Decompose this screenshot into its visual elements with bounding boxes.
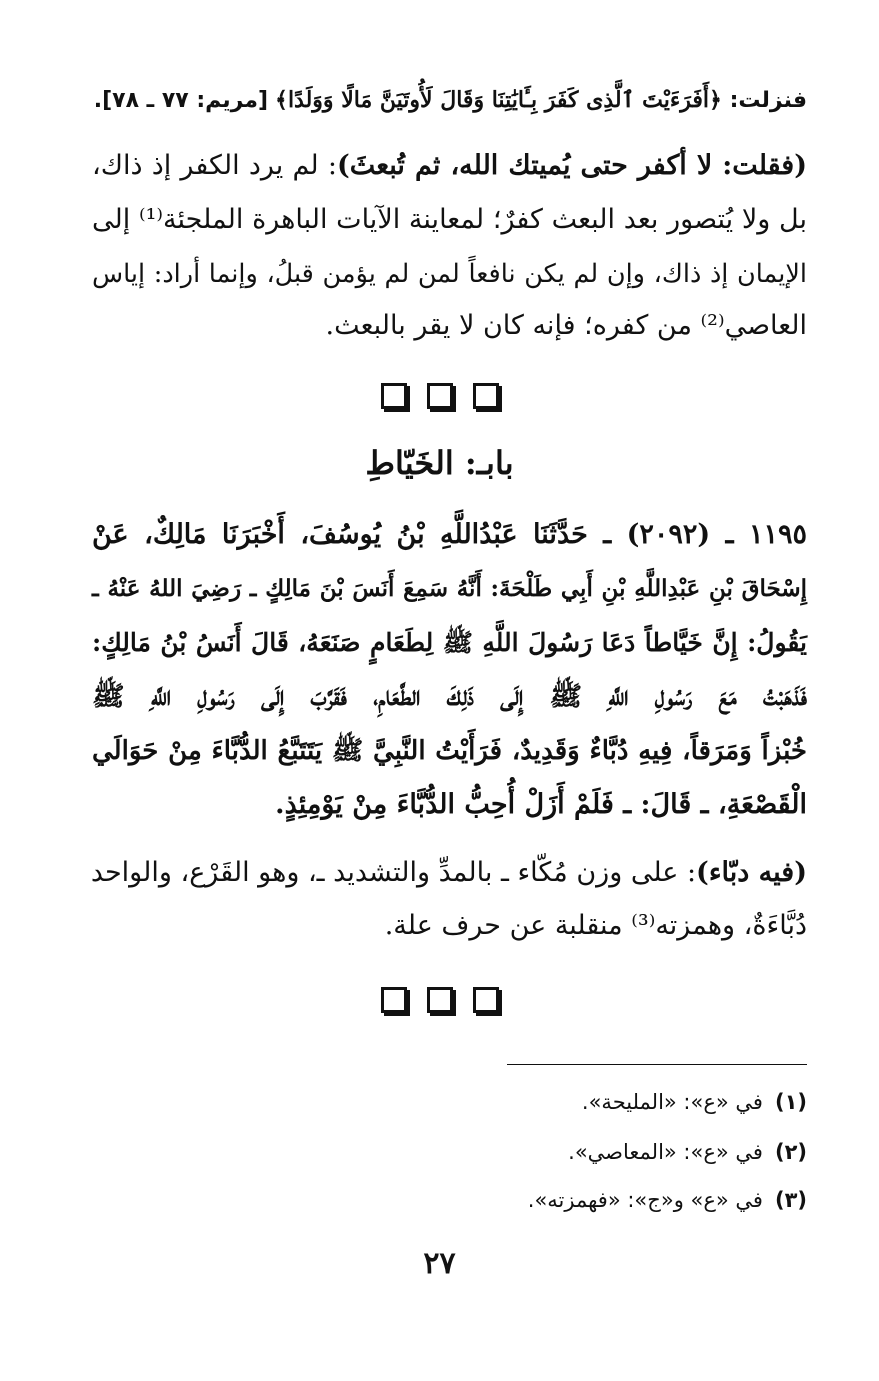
hadith-line-5: خُبْزاً وَمَرَقاً، فِيهِ دُبَّاءٌ وَقَدِيدٌ، فَرَأَيْتُ النَّبِيَّ ﷺ يَتَتَبَّعُ الدُّبَّاءَ مِنْ حَوَالَي [92,736,807,766]
footnote-number: (٣) [774,1188,807,1212]
hadith-line-6: الْقَصْعَةِ، ـ قَالَ: ـ فَلَمْ أَزَلْ أُحِبُّ الدُّبَّاءَ مِنْ يَوْمِئِذٍ. [275,789,807,820]
hadith-line-1: ١١٩٥ ـ (٢٠٩٢) ـ حَدَّثَنَا عَبْدُاللَّهِ بْنُ يُوسُفَ، أَخْبَرَنَا مَالِكٌ، عَنْ [92,519,807,550]
quran-verse-line [92,80,807,121]
commentary1-lead: (فقلت: لا أكفر حتى يُميتك الله، ثم تُبعثَ) [336,150,807,181]
footnote-text: في «ع»: «المليحة». [581,1090,763,1114]
commentary1-line-2: بل ولا يُتصور بعد البعث كفرٌ؛ لمعاينة الآيات الباهرة الملجئة⁽¹⁾ إلى [92,204,807,235]
square-ornament-icon [473,383,499,409]
footnote-2 [568,1140,807,1164]
quran-prefix: فنزلت: [721,88,807,113]
footnote-text: في «ع»: «المعاصي». [568,1140,763,1164]
commentary1-line-1 [92,146,807,186]
commentary2-line1-rest: : على وزن مُكّاء ـ بالمدِّ والتشديد ـ، وهو القَرْع، والواحد [90,857,697,888]
section-divider-2 [0,987,879,1017]
quran-reference: [مريم: ٧٧ ـ ٧٨]. [93,88,269,113]
quran-verse: ﴿أَفَرَءَيْتَ ٱلَّذِى كَفَرَ بِـَٔايَٰتِنَا وَقَالَ لَأُوتَيَنَّ مَالًا وَوَلَدًا﴾ [275,87,722,113]
footnote-text: في «ع» و«ج»: «فهمزته». [527,1188,763,1212]
footnote-number: (١) [774,1090,807,1114]
square-ornament-icon [381,383,407,409]
square-ornament-icon [427,383,453,409]
commentary2-lead: (فيه دبّاء) [696,857,807,888]
hadith-line-3: يَقُولُ: إِنَّ خَيَّاطاً دَعَا رَسُولَ اللَّهِ ﷺ لِطَعَامٍ صَنَعَهُ، قَالَ أَنَسُ بْنُ مَالِكٍ: [92,628,807,657]
commentary2-line-1 [92,853,807,893]
commentary1-line-4: العاصي⁽²⁾ من كفره؛ فإنه كان لا يقر بالبعث. [325,310,807,341]
footnote-3 [528,1188,807,1212]
square-ornament-icon [427,987,453,1013]
square-ornament-icon [381,987,407,1013]
footnote-1 [582,1090,807,1114]
hadith-line-2: إِسْحَاقَ بْنِ عَبْدِاللَّهِ بْنِ أَبِي طَلْحَةَ: أَنَّهُ سَمِعَ أَنَسَ بْنَ مَالِكٍ ـ رَضِيَ اللهُ عَنْهُ ـ [92,575,807,602]
footnote-separator [507,1064,807,1065]
section-divider-1 [0,383,879,413]
commentary1-line1-rest: : لم يرد الكفر إذ ذاك، [92,150,337,181]
footnote-number: (٢) [774,1140,807,1164]
chapter-title: بابـ: الخَيّاطِ [365,444,514,482]
commentary1-line-3: الإيمان إذ ذاك، وإن لم يكن نافعاً لمن لم يؤمن قبلُ، وإنما أراد: إياس [92,259,807,289]
commentary2-line-2: دُبَّاءَةٌ، وهمزته⁽³⁾ منقلبة عن حرف علة. [384,910,807,941]
square-ornament-icon [473,987,499,1013]
hadith-line-4: فَذَهَبْتُ مَعَ رَسُولِ اللَّهِ ﷺ إِلَى ذَلِكَ الطَّعَامِ، فَقَرَّبَ إِلَى رَسُولِ اللَّهِ ﷺ [92,681,807,712]
page-number: ٢٧ [423,1246,456,1281]
